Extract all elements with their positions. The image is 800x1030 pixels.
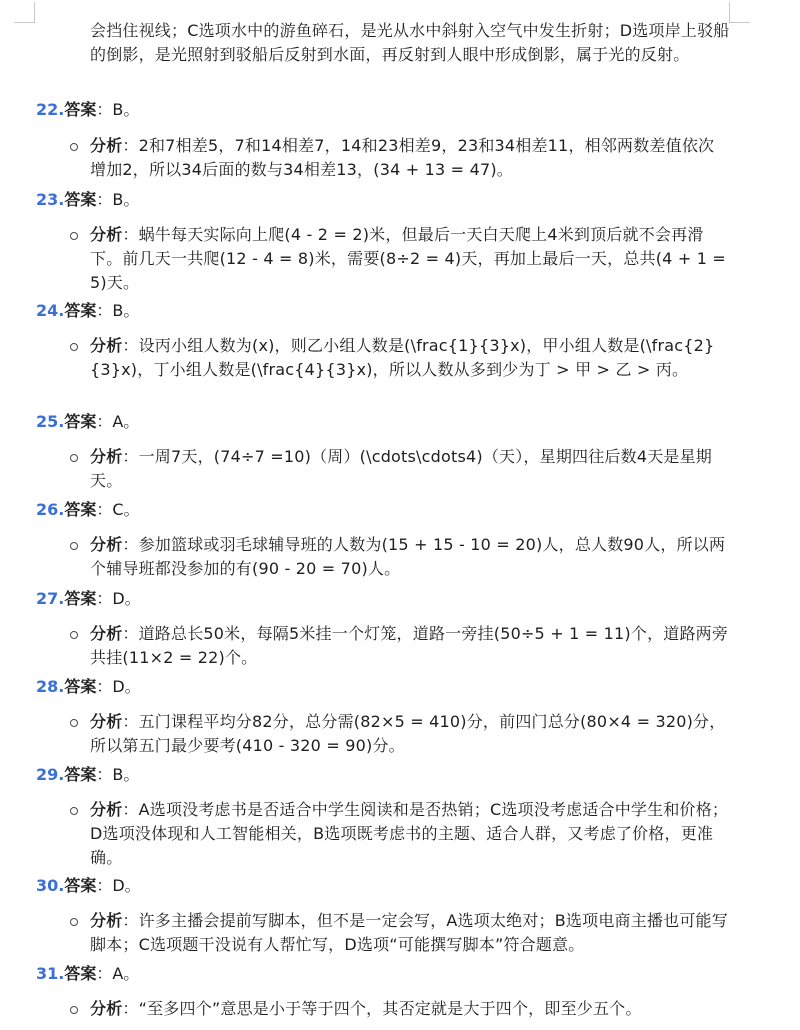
question-number: 23. xyxy=(36,190,65,209)
answer-line xyxy=(36,98,139,122)
analysis-body: ：参加篮球或羽毛球辅导班的人数为(15 + 15 - 10 = 20)人，总人数90人，所以两个辅导班都没参加的有(90 - 20 = 70)人。 xyxy=(90,535,726,578)
answer-value: ：C。 xyxy=(96,500,140,519)
answer-line xyxy=(36,874,141,898)
question-number: 22. xyxy=(36,100,65,119)
question-number: 24. xyxy=(36,301,65,320)
analysis-label: 分析 xyxy=(90,225,123,244)
bullet-icon xyxy=(70,1006,78,1014)
analysis-label: 分析 xyxy=(90,999,123,1018)
page-corner-mark-left xyxy=(14,2,35,23)
answer-label: 答案 xyxy=(64,964,97,983)
analysis-text xyxy=(90,798,730,870)
analysis-body: ：五门课程平均分82分，总分需(82×5 = 410)分，前四门总分(80×4 = 320)分，所以第五门最少要考(410 - 320 = 90)分。 xyxy=(90,712,726,755)
analysis-body: ：设丙小组人数为(x)，则乙小组人数是(\frac{1}{3}x)，甲小组人数是(\frac{2}{3}x)，丁小组人数是(\frac{4}{3}x)，所以人数从多到少为丁 > 甲 > 乙 > 丙。 xyxy=(90,336,715,379)
bullet-icon xyxy=(70,631,78,639)
answer-label: 答案 xyxy=(64,765,97,784)
question-number: 31. xyxy=(36,964,65,983)
bullet-icon xyxy=(70,807,78,815)
bullet-icon xyxy=(70,343,78,351)
question-number: 25. xyxy=(36,412,65,431)
analysis-label: 分析 xyxy=(90,911,123,930)
bullet-icon xyxy=(70,232,78,240)
answer-line xyxy=(36,675,141,699)
analysis-label: 分析 xyxy=(90,447,123,466)
analysis-label: 分析 xyxy=(90,136,123,155)
bullet-icon xyxy=(70,918,78,926)
answer-value: ：B。 xyxy=(96,100,140,119)
answer-label: 答案 xyxy=(64,589,97,608)
analysis-body: ：道路总长50米，每隔5米挂一个灯笼，道路一旁挂(50÷5 + 1 = 11)个，道路两旁共挂(11×2 = 22)个。 xyxy=(90,624,729,667)
answer-label: 答案 xyxy=(64,412,97,431)
analysis-label: 分析 xyxy=(90,336,123,355)
answer-label: 答案 xyxy=(64,876,97,895)
analysis-body: ：一周7天，(74÷7 =10)（周）(\cdots\cdots4)（天），星期四往后数4天是星期天。 xyxy=(90,447,712,490)
bullet-icon xyxy=(70,719,78,727)
answer-line xyxy=(36,587,141,611)
analysis-text xyxy=(90,997,730,1021)
analysis-text xyxy=(90,909,730,957)
bullet-icon xyxy=(70,143,78,151)
answer-line xyxy=(36,763,139,787)
analysis-text xyxy=(90,710,730,758)
analysis-label: 分析 xyxy=(90,535,123,554)
analysis-text xyxy=(90,533,730,581)
answer-value: ：A。 xyxy=(96,964,140,983)
question-number: 30. xyxy=(36,876,65,895)
analysis-body: ：“至多四个”意思是小于等于四个，其否定就是大于四个，即至少五个。 xyxy=(122,999,642,1018)
answer-line xyxy=(36,188,139,212)
analysis-text xyxy=(90,223,730,295)
answer-value: ：D。 xyxy=(96,677,141,696)
question-number: 28. xyxy=(36,677,65,696)
page-corner-mark-right xyxy=(729,2,750,23)
bullet-icon xyxy=(70,542,78,550)
analysis-label: 分析 xyxy=(90,712,123,731)
answer-value: ：B。 xyxy=(96,190,140,209)
answer-label: 答案 xyxy=(64,677,97,696)
answer-value: ：D。 xyxy=(96,589,141,608)
answer-value: ：D。 xyxy=(96,876,141,895)
bullet-icon xyxy=(70,454,78,462)
analysis-text xyxy=(90,134,730,182)
analysis-text xyxy=(90,445,730,493)
answer-line xyxy=(36,299,139,323)
answer-label: 答案 xyxy=(64,100,97,119)
answer-label: 答案 xyxy=(64,301,97,320)
answer-line xyxy=(36,962,139,986)
analysis-body: ：A选项没考虑书是否适合中学生阅读和是否热销；C选项没考虑适合中学生和价格；D选项没体现和人工智能相关，B选项既考虑书的主题、适合人群，又考虑了价格，更准确。 xyxy=(90,800,729,867)
question-number: 27. xyxy=(36,589,65,608)
question-number: 29. xyxy=(36,765,65,784)
question-number: 26. xyxy=(36,500,65,519)
continuation-paragraph: 会挡住视线；C选项水中的游鱼碎石，是光从水中斜射入空气中发生折射；D选项岸上驳船的倒影，是光照射到驳船后反射到水面，再反射到人眼中形成倒影，属于光的反射。 xyxy=(90,21,730,64)
analysis-label: 分析 xyxy=(90,800,123,819)
answer-value: ：B。 xyxy=(96,301,140,320)
answer-label: 答案 xyxy=(64,500,97,519)
analysis-body: ：许多主播会提前写脚本，但不是一定会写，A选项太绝对；B选项电商主播也可能写脚本；C选项题干没说有人帮忙写，D选项“可能撰写脚本”符合题意。 xyxy=(90,911,728,954)
analysis-label: 分析 xyxy=(90,624,123,643)
analysis-body: ：2和7相差5，7和14相差7，14和23相差9，23和34相差11，相邻两数差值依次增加2，所以34后面的数与34相差13，(34 + 13 = 47)。 xyxy=(90,136,715,179)
analysis-body: ：蜗牛每天实际向上爬(4 - 2 = 2)米，但最后一天白天爬上4米到顶后就不会再滑下。前几天一共爬(12 - 4 = 8)米，需要(8÷2 = 4)天，再加上最后一天，总共(4 + 1 = 5)天。 xyxy=(90,225,727,292)
answer-line xyxy=(36,498,140,522)
analysis-text xyxy=(90,334,730,382)
answer-label: 答案 xyxy=(64,190,97,209)
answer-value: ：B。 xyxy=(96,765,140,784)
answer-line xyxy=(36,410,139,434)
analysis-text xyxy=(90,622,730,670)
answer-value: ：A。 xyxy=(96,412,140,431)
